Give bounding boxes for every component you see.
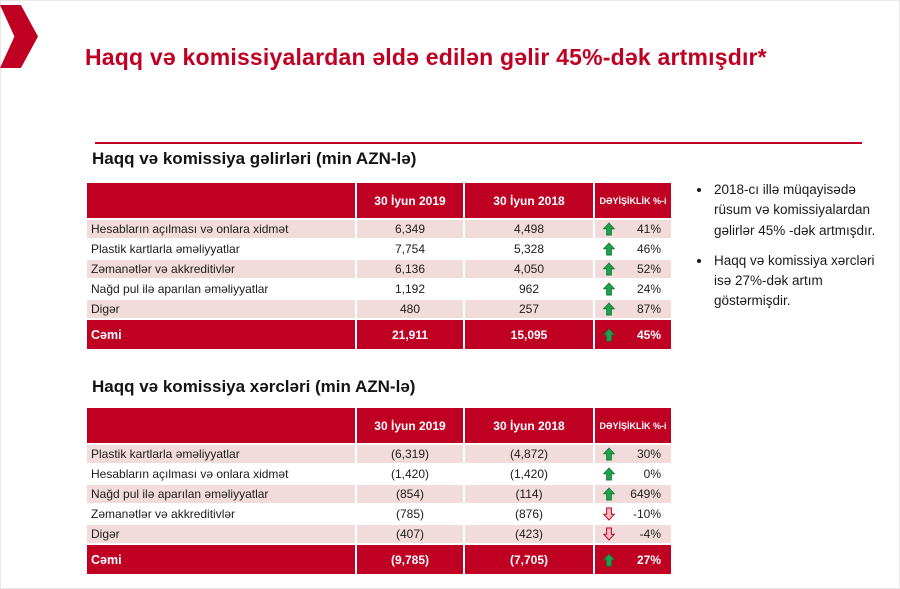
change-cell — [594, 239, 672, 259]
row-label: Zəmanətlər və akkreditivlər — [86, 259, 356, 279]
label-column-header — [86, 407, 356, 444]
total-value-2019: (9,785) — [356, 544, 464, 575]
income-table — [85, 181, 673, 351]
change-value: 46% — [636, 242, 661, 256]
total-value-2018: 15,095 — [464, 319, 594, 350]
column-header-2018: 30 İyun 2018 — [464, 407, 594, 444]
change-cell — [594, 484, 672, 504]
table-row — [86, 504, 672, 524]
value-2019: 1,192 — [356, 279, 464, 299]
trend-arrow-icon — [603, 302, 615, 316]
trend-arrow-icon — [603, 242, 615, 256]
value-2019: (1,420) — [356, 464, 464, 484]
notes-list — [712, 180, 892, 322]
value-2018: (876) — [464, 504, 594, 524]
change-cell — [594, 279, 672, 299]
note-item — [712, 180, 892, 241]
table-row — [86, 279, 672, 299]
value-2018: 4,050 — [464, 259, 594, 279]
row-label: Hesabların açılması və onlara xidmət — [86, 464, 356, 484]
expense-table-heading: Haqq və komissiya xərcləri (min AZN-lə) — [92, 377, 416, 396]
trend-arrow-icon — [603, 553, 615, 567]
change-cell — [594, 464, 672, 484]
change-value: 30% — [636, 447, 661, 461]
total-change-value: 45% — [636, 327, 661, 342]
table-row — [86, 444, 672, 464]
trend-arrow-icon — [603, 222, 615, 236]
table-row — [86, 524, 672, 544]
change-value: 24% — [636, 282, 661, 296]
total-row — [86, 319, 672, 350]
column-header-2019: 30 İyun 2019 — [356, 407, 464, 444]
total-label: Cəmi — [86, 544, 356, 575]
slide-title: Haqq və komissiyalardan əldə edilən gəlir 45%-dək artmışdır* — [85, 44, 767, 70]
value-2019: (854) — [356, 484, 464, 504]
change-value: 649% — [630, 487, 661, 501]
row-label: Nağd pul ilə aparılan əməliyyatlar — [86, 279, 356, 299]
note-text: Haqq və komissiya xərcləri isə 27%-dək artım göstərmişdir. — [714, 252, 875, 309]
expense-table — [85, 406, 673, 576]
column-header-2018: 30 İyun 2018 — [464, 182, 594, 219]
column-header-2019: 30 İyun 2019 — [356, 182, 464, 219]
trend-arrow-icon — [603, 527, 615, 541]
note-text: 2018-cı illə müqayisədə rüsum və komissiyalardan gəlirlər 45% -dək artmışdır. — [714, 182, 876, 238]
income-table-header-row — [86, 182, 672, 219]
value-2019: (785) — [356, 504, 464, 524]
title-divider — [95, 142, 862, 144]
column-header-change: DƏYİŞİKLİK %-i — [594, 407, 672, 444]
table-row — [86, 259, 672, 279]
change-cell — [594, 299, 672, 319]
change-cell — [594, 259, 672, 279]
change-value: -10% — [632, 507, 661, 521]
column-header-change: DƏYİŞİKLİK %-i — [594, 182, 672, 219]
trend-arrow-icon — [603, 282, 615, 296]
total-value-2019: 21,911 — [356, 319, 464, 350]
value-2018: 257 — [464, 299, 594, 319]
row-label: Digər — [86, 524, 356, 544]
label-column-header — [86, 182, 356, 219]
change-value: 87% — [636, 302, 661, 316]
value-2019: 7,754 — [356, 239, 464, 259]
value-2018: (1,420) — [464, 464, 594, 484]
table-row — [86, 464, 672, 484]
brand-chevron-icon — [0, 5, 38, 68]
total-label: Cəmi — [86, 319, 356, 350]
total-change-cell — [594, 319, 672, 350]
trend-arrow-icon — [603, 487, 615, 501]
change-value: -4% — [639, 527, 661, 541]
total-change-cell — [594, 544, 672, 575]
trend-arrow-icon — [603, 447, 615, 461]
total-value-2018: (7,705) — [464, 544, 594, 575]
row-label: Hesabların açılması və onlara xidmət — [86, 219, 356, 239]
value-2018: 5,328 — [464, 239, 594, 259]
row-label: Zəmanətlər və akkreditivlər — [86, 504, 356, 524]
value-2019: (6,319) — [356, 444, 464, 464]
change-cell — [594, 444, 672, 464]
trend-arrow-icon — [603, 467, 615, 481]
row-label: Digər — [86, 299, 356, 319]
value-2019: 6,136 — [356, 259, 464, 279]
value-2018: 962 — [464, 279, 594, 299]
total-row — [86, 544, 672, 575]
trend-arrow-icon — [603, 507, 615, 521]
change-value: 41% — [636, 222, 661, 236]
value-2019: 480 — [356, 299, 464, 319]
table-row — [86, 219, 672, 239]
value-2018: (4,872) — [464, 444, 594, 464]
trend-arrow-icon — [603, 262, 615, 276]
table-row — [86, 484, 672, 504]
table-row — [86, 299, 672, 319]
row-label: Nağd pul ilə aparılan əməliyyatlar — [86, 484, 356, 504]
change-cell — [594, 524, 672, 544]
value-2018: (114) — [464, 484, 594, 504]
total-change-value: 27% — [636, 552, 661, 567]
row-label: Plastik kartlarla əməliyyatlar — [86, 444, 356, 464]
value-2018: 4,498 — [464, 219, 594, 239]
value-2018: (423) — [464, 524, 594, 544]
income-table-heading: Haqq və komissiya gəlirləri (min AZN-lə) — [92, 149, 417, 168]
change-value: 52% — [636, 262, 661, 276]
change-cell — [594, 504, 672, 524]
change-value: 0% — [643, 467, 661, 481]
trend-arrow-icon — [603, 328, 615, 342]
note-item — [712, 251, 892, 312]
change-cell — [594, 219, 672, 239]
row-label: Plastik kartlarla əməliyyatlar — [86, 239, 356, 259]
table-row — [86, 239, 672, 259]
expense-table-header-row — [86, 407, 672, 444]
value-2019: (407) — [356, 524, 464, 544]
value-2019: 6,349 — [356, 219, 464, 239]
